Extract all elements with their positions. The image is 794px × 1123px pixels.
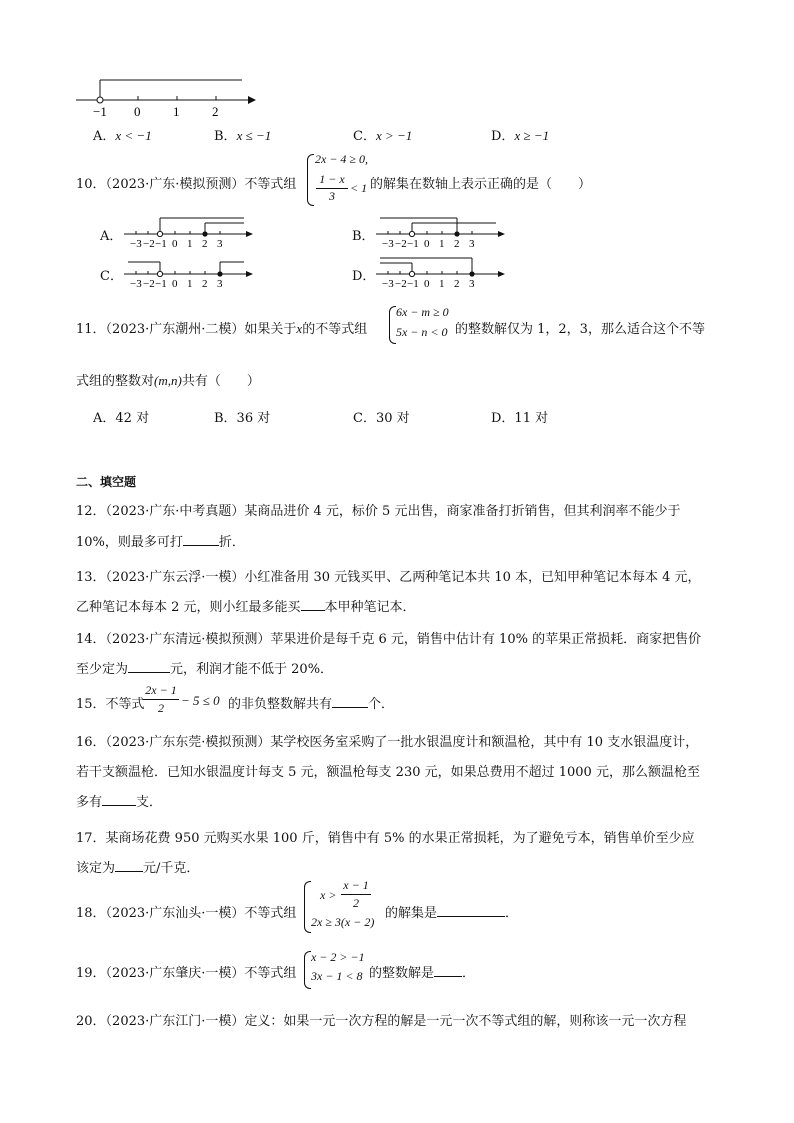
axis-label: 1 bbox=[187, 238, 193, 250]
q11-var: x bbox=[296, 321, 303, 336]
q15-rest: − 5 ≤ 0 bbox=[181, 693, 220, 708]
q10-eq1: 2x − 4 ≥ 0, bbox=[315, 152, 369, 166]
q19-tail: 的整数解是 ． bbox=[369, 966, 476, 981]
q11-option-d[interactable]: D．11 对 bbox=[491, 411, 549, 426]
q15-prefix: 15．不等式 bbox=[76, 697, 145, 712]
q10-suffix: 的解集在数轴上表示正确的是（ ） bbox=[370, 177, 592, 192]
axis-label: −2 bbox=[395, 278, 407, 290]
q11-line2: 式组的整数对(m,n)共有（ ） bbox=[76, 373, 260, 389]
q9-option-b[interactable]: B．x ≤ −1 bbox=[214, 128, 272, 144]
q13-line2: 乙种笔记本每本 2 元，则小红最多能买 本甲种笔记本． bbox=[76, 600, 416, 615]
q10-b-number-line bbox=[372, 210, 512, 252]
axis-label: 1 bbox=[439, 278, 445, 290]
axis-label: −1 bbox=[155, 278, 167, 290]
q11-suffix: 的整数解仅为 1，2，3，那么适合这个不等 bbox=[455, 322, 705, 337]
axis-label: 0 bbox=[424, 238, 430, 250]
axis-label: −3 bbox=[382, 278, 394, 290]
q11-option-b[interactable]: B．36 对 bbox=[214, 411, 271, 426]
section-heading: 二、填空题 bbox=[76, 475, 137, 489]
axis-label: −3 bbox=[382, 238, 394, 250]
q10-option-c[interactable]: C． bbox=[100, 269, 123, 284]
axis-label: 2 bbox=[202, 238, 208, 250]
fraction-bar bbox=[143, 699, 179, 700]
q11-option-c[interactable]: C．30 对 bbox=[353, 411, 410, 426]
axis-label: 1 bbox=[187, 278, 193, 290]
axis-label: −1 bbox=[155, 238, 167, 250]
axis-label: 0 bbox=[172, 238, 178, 250]
axis-label: 1 bbox=[173, 104, 180, 119]
q18-tail: 的解集是 ． bbox=[385, 906, 519, 921]
answer-blank[interactable] bbox=[115, 859, 143, 872]
axis-label: 0 bbox=[172, 278, 178, 290]
q10-prefix: 10．（2023·广东·模拟预测）不等式组 bbox=[76, 177, 297, 192]
q18-prefix: 18．（2023·广东汕头·一模）不等式组 bbox=[76, 906, 297, 921]
q18-frac-num: x − 1 bbox=[343, 878, 369, 892]
q14-line1: 14．（2023·广东清远·模拟预测）苹果进价是每千克 6 元，销售中估计有 10% 的苹果正常损耗．商家把售价 bbox=[76, 632, 702, 647]
q11-eq2: 5x − n < 0 bbox=[396, 325, 448, 339]
answer-blank[interactable] bbox=[301, 598, 325, 611]
axis-label: −2 bbox=[143, 238, 155, 250]
axis-label: 1 bbox=[439, 238, 445, 250]
fraction-bar bbox=[341, 894, 371, 895]
q10-a-number-line bbox=[120, 210, 260, 252]
q15-frac-num: 2x − 1 bbox=[145, 683, 177, 697]
axis-label: −1 bbox=[93, 104, 107, 119]
axis-label: 3 bbox=[217, 278, 223, 290]
axis-label: 3 bbox=[469, 278, 475, 290]
axis-label: 3 bbox=[217, 238, 223, 250]
axis-label: 2 bbox=[454, 238, 460, 250]
axis-label: −1 bbox=[407, 238, 419, 250]
q16-line1: 16．（2023·广东东莞·模拟预测）某学校医务室采购了一批水银温度计和额温枪，其中有 10 支水银温度计， bbox=[76, 735, 699, 750]
q9-number-line bbox=[70, 74, 260, 120]
q10-option-d[interactable]: D． bbox=[352, 269, 376, 284]
answer-blank[interactable] bbox=[437, 904, 505, 917]
q19-eq2: 3x − 1 < 8 bbox=[311, 969, 363, 983]
answer-blank[interactable] bbox=[434, 964, 462, 977]
answer-blank[interactable] bbox=[332, 695, 368, 708]
axis-label: 0 bbox=[424, 278, 430, 290]
q10-d-number-line bbox=[372, 250, 512, 292]
q19-eq1: x − 2 > −1 bbox=[311, 950, 365, 964]
q10-c-number-line bbox=[120, 250, 260, 292]
q12-line1: 12．（2023·广东·中考真题）某商品进价 4 元，标价 5 元出售，商家准备打折销售，但其利润率不能少于 bbox=[76, 504, 681, 519]
q12-line2: 10%，则最多可打 折． bbox=[76, 535, 245, 550]
axis-label: 3 bbox=[469, 238, 475, 250]
answer-blank[interactable] bbox=[128, 660, 170, 673]
axis-label: 2 bbox=[202, 278, 208, 290]
q9-option-d[interactable]: D．x ≥ −1 bbox=[491, 128, 550, 144]
q18-eq2: 2x ≥ 3(x − 2) bbox=[311, 915, 375, 929]
axis-label: −3 bbox=[130, 278, 142, 290]
q10-frac-den: 3 bbox=[329, 189, 335, 203]
answer-blank[interactable] bbox=[183, 533, 219, 546]
q15-frac-den: 2 bbox=[158, 701, 164, 715]
system-brace bbox=[389, 306, 396, 344]
q11-option-a[interactable]: A．42 对 bbox=[93, 411, 150, 426]
axis-label: 0 bbox=[134, 104, 141, 119]
q10-frac-rel: < 1 bbox=[350, 181, 368, 195]
q18-frac-den: 2 bbox=[353, 896, 359, 910]
q17-line2: 该定为 元/千克． bbox=[76, 861, 200, 876]
q14-line2: 至少定为 元，利润才能不低于 20%． bbox=[76, 662, 334, 677]
q9-option-a[interactable]: A．x < −1 bbox=[93, 128, 152, 144]
system-brace bbox=[307, 154, 314, 206]
q17-line1: 17．某商场花费 950 元购买水果 100 斤，销售中有 5% 的水果正常损耗，为了避免亏本，销售单价至少应 bbox=[76, 831, 695, 846]
system-brace bbox=[304, 881, 311, 933]
axis-label: 2 bbox=[454, 278, 460, 290]
system-brace bbox=[304, 951, 311, 989]
q11-eq1: 6x − m ≥ 0 bbox=[396, 305, 449, 319]
q9-option-c[interactable]: C．x > −1 bbox=[353, 128, 413, 144]
q13-line1: 13．（2023·广东云浮·一模）小红准备用 30 元钱买甲、乙两种笔记本共 10 本，已知甲种笔记本每本 4 元， bbox=[76, 570, 701, 585]
q10-option-a[interactable]: A． bbox=[100, 229, 123, 244]
axis-label: −1 bbox=[407, 278, 419, 290]
axis-label: 2 bbox=[212, 104, 219, 119]
q10-frac-num: 1 − x bbox=[319, 172, 345, 186]
q18-eq1-lhs: x > bbox=[320, 888, 337, 902]
axis-label: −2 bbox=[143, 278, 155, 290]
q16-line2: 若干支额温枪．已知水银温度计每支 5 元，额温枪每支 230 元，如果总费用不超过 1000 元，那么额温枪至 bbox=[76, 765, 700, 780]
q19-prefix: 19．（2023·广东肇庆·一模）不等式组 bbox=[76, 966, 297, 981]
q16-line3: 多有 支． bbox=[76, 795, 163, 810]
q10-option-b[interactable]: B． bbox=[352, 229, 375, 244]
q15-tail: 的非负整数解共有 个． bbox=[228, 697, 395, 712]
axis-label: −3 bbox=[130, 238, 142, 250]
answer-blank[interactable] bbox=[102, 793, 136, 806]
q20-line1: 20．（2023·广东江门·一模）定义：如果一元一次方程的解是一元一次不等式组的解，则称该一元一次方程 bbox=[76, 1014, 687, 1029]
q11-line1: 11．（2023·广东潮州·二模）如果关于x的不等式组 bbox=[76, 321, 368, 337]
axis-label: −2 bbox=[395, 238, 407, 250]
